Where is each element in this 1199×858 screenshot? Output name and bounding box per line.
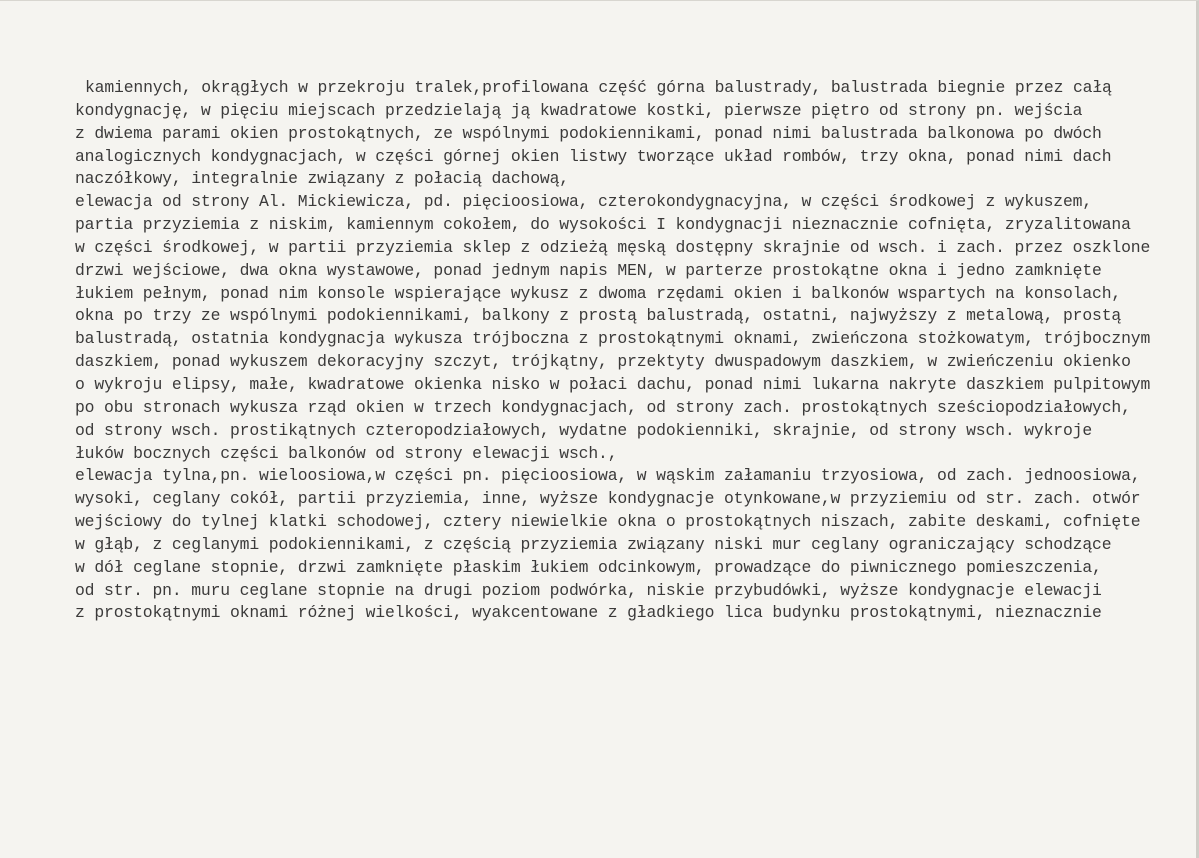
text-line: od str. pn. muru ceglane stopnie na drugi poziom podwórka, niskie przybudówki, wyższe kondygnacje elewacji xyxy=(75,580,1102,600)
text-line: wejściowy do tylnej klatki schodowej, cztery niewielkie okna o prostokątnych niszach, zabite deskami, cofnięte xyxy=(75,512,1141,532)
text-line: elewacja tylna,pn. wieloosiowa,w części pn. pięcioosiowa, w wąskim załamaniu trzyosiowa, od zach. jednoosiowa, xyxy=(75,466,1141,486)
text-line: o wykroju elipsy, małe, kwadratowe okienka nisko w połaci dachu, ponad nimi lukarna nakryte daszkiem pulpitowym xyxy=(75,374,1151,394)
text-line: od strony wsch. prostikątnych czteropodziałowych, wydatne podokienniki, skrajnie, od strony wsch. wykroje xyxy=(75,420,1093,440)
text-line: w dół ceglane stopnie, drzwi zamknięte płaskim łukiem odcinkowym, prowadzące do piwnicznego pomieszczenia, xyxy=(75,557,1102,577)
text-line: z prostokątnymi oknami różnej wielkości, wyakcentowane z gładkiego lica budynku prostokątnymi, nieznacznie xyxy=(75,603,1102,623)
text-line: z dwiema parami okien prostokątnych, ze wspólnymi podokiennikami, ponad nimi balustrada balkonowa po dwóch xyxy=(75,123,1102,143)
text-line: analogicznych kondygnacjach, w części górnej okien listwy tworzące układ rombów, trzy okna, ponad nimi dach xyxy=(75,146,1112,166)
text-line: łuków bocznych części balkonów od strony elewacji wsch., xyxy=(75,443,618,463)
text-line: elewacja od strony Al. Mickiewicza, pd. pięcioosiowa, czterokondygnacyjna, w części środkowej z wykuszem, xyxy=(75,192,1093,212)
text-line: wysoki, ceglany cokół, partii przyziemia, inne, wyższe kondygnacje otynkowane,w przyziemiu od str. zach. otwór xyxy=(75,489,1141,509)
text-line: drzwi wejściowe, dwa okna wystawowe, ponad jednym napis MEN, w parterze prostokątne okna i jedno zamknięte xyxy=(75,260,1102,280)
text-line: balustradą, ostatnia kondygnacja wykusza trójboczna z prostokątnymi oknami, zwieńczona stożkowatym, trójbocznym xyxy=(75,329,1151,349)
text-line: daszkiem, ponad wykuszem dekoracyjny szczyt, trójkątny, przektyty dwuspadowym daszkiem, w zwieńczeniu okienko xyxy=(75,352,1131,372)
typewritten-text xyxy=(75,77,1199,625)
text-line: łukiem pełnym, ponad nim konsole wspierające wykusz z dwoma rzędami okien i balkonów wspartych na konsolach, xyxy=(75,283,1122,303)
text-line: naczółkowy, integralnie związany z połacią dachową, xyxy=(75,169,569,189)
text-line: kamiennych, okrągłych w przekroju tralek,profilowana część górna balustrady, balustrada biegnie przez całą xyxy=(85,78,1112,97)
text-line: partia przyziemia z niskim, kamiennym cokołem, do wysokości I kondygnacji nieznacznie cofnięta, zryzalitowana xyxy=(75,215,1131,235)
text-line: kondygnację, w pięciu miejscach przedzielają ją kwadratowe kostki, pierwsze piętro od strony pn. wejścia xyxy=(75,100,1083,120)
text-line: w głąb, z ceglanymi podokiennikami, z częścią przyziemia związany niski mur ceglany ograniczający schodzące xyxy=(75,534,1112,554)
text-line: okna po trzy ze wspólnymi podokiennikami, balkony z prostą balustradą, ostatni, najwyższy z metalową, prostą xyxy=(75,306,1122,326)
text-line: po obu stronach wykusza rząd okien w trzech kondygnacjach, od strony zach. prostokątnych sześciopodziałowych, xyxy=(75,397,1131,417)
text-line: w części środkowej, w partii przyziemia sklep z odzieżą męską dostępny skrajnie od wsch. i zach. przez oszklone xyxy=(75,237,1151,257)
